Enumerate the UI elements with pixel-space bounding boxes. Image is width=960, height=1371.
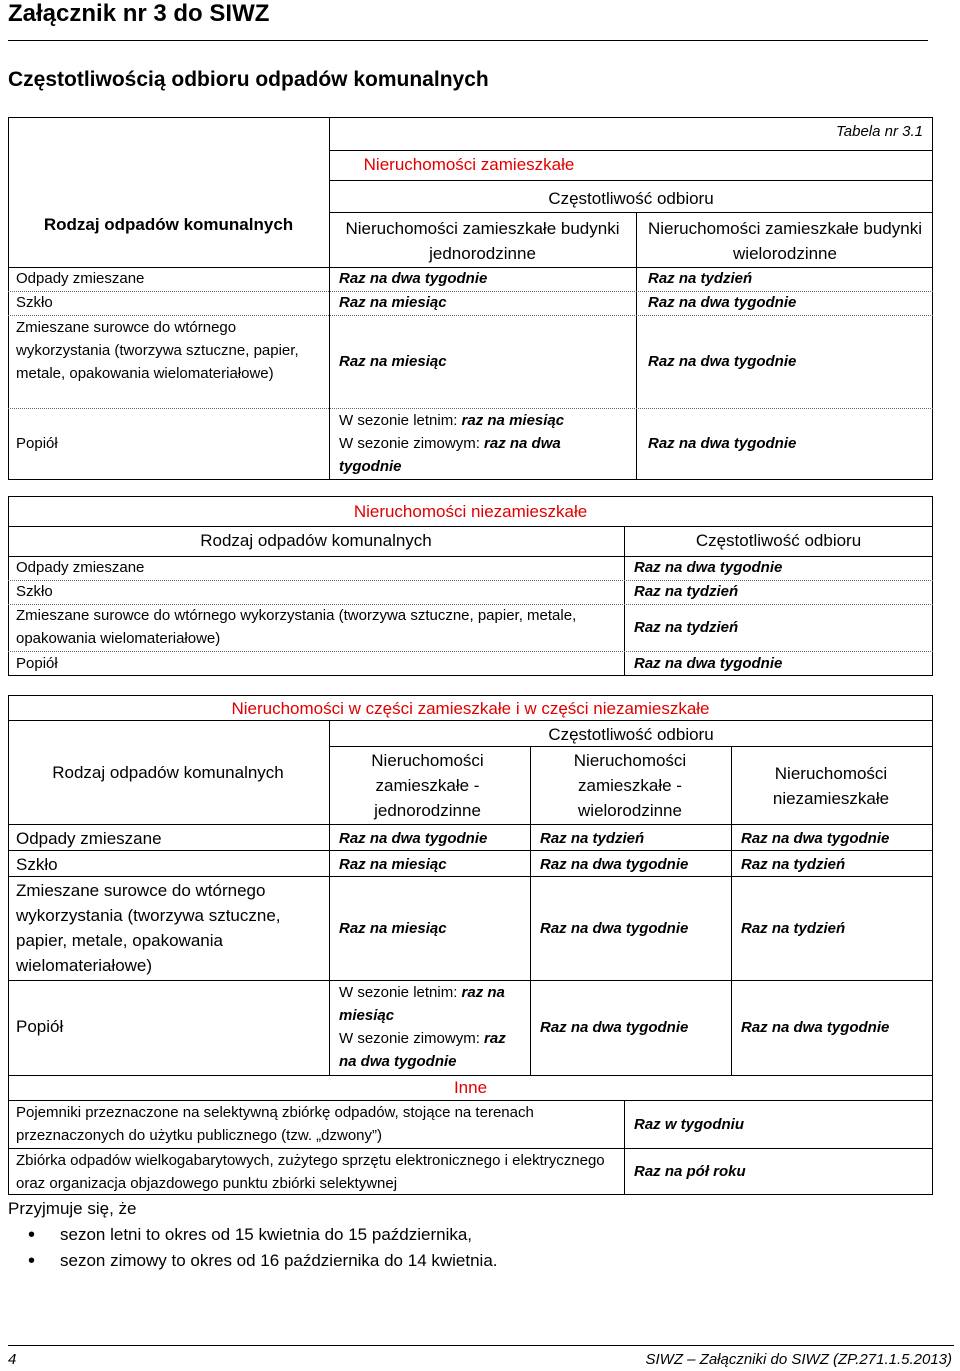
table2-col-waste: Rodzaj odpadów komunalnych — [200, 531, 432, 550]
winter-prefix: W sezonie zimowym: — [339, 1030, 485, 1047]
table3-row-multi: Raz na dwa tygodnie — [540, 1019, 689, 1036]
table1-row-single: Raz na dwa tygodnie — [339, 270, 488, 287]
table3-col-multi: Nieruchomości zamieszkałe - wielorodzinne — [573, 751, 687, 820]
summer-value: raz na miesiąc — [461, 412, 565, 429]
notes-list — [8, 1222, 908, 1274]
table2-rule — [8, 526, 933, 527]
notes-bullet: • sezon zimowy to okres od 16 października do 14 kwietnia. — [8, 1248, 908, 1274]
table4-heading: Inne — [453, 1078, 488, 1097]
table3-vline — [731, 746, 732, 1075]
table1-row-multi: Raz na dwa tygodnie — [648, 435, 797, 452]
table3-row-nonres: Raz na tydzień — [741, 920, 846, 937]
table3-row-nonres: Raz na dwa tygodnie — [741, 1019, 890, 1036]
attachment-title: Załącznik nr 3 do SIWZ — [8, 0, 270, 27]
table2-row-freq: Raz na dwa tygodnie — [634, 559, 783, 576]
table1-row-single: Raz na miesiąc — [339, 353, 447, 370]
table1-row-multi: Raz na tydzień — [648, 270, 753, 287]
table3-row-waste: Odpady zmieszane — [16, 829, 162, 848]
table1-rule — [329, 212, 933, 213]
table3-rule — [329, 746, 933, 747]
table3-rule — [8, 876, 933, 877]
table3-rule — [8, 824, 933, 825]
table1-row-waste: Odpady zmieszane — [16, 270, 145, 287]
table1-row-waste: Popiół — [16, 435, 58, 452]
table2-row-waste: Odpady zmieszane — [16, 559, 145, 576]
table1-row-waste: Zmieszane surowce do wtórnego wykorzystania (tworzywa sztuczne, papier, metale, opakowania wielomateriałowe) — [16, 319, 299, 382]
table1-row-multi: Raz na dwa tygodnie — [648, 294, 797, 311]
table3-row-nonres: Raz na tydzień — [741, 856, 846, 873]
table2-row-waste: Popiół — [16, 655, 58, 672]
table1-row-waste: Szkło — [16, 294, 53, 311]
table1-rule — [329, 150, 933, 151]
table3-vline — [530, 746, 531, 1075]
table1-vline — [636, 212, 637, 480]
table3-row-multi: Raz na dwa tygodnie — [540, 856, 689, 873]
winter-value: raz na dwa tygodnie — [339, 1030, 506, 1070]
table2-row-waste: Zmieszane surowce do wtórnego wykorzystania (tworzywa sztuczne, papier, metale, opakowania wielomateriałowe) — [16, 607, 577, 647]
table3-row-waste: Szkło — [16, 855, 58, 874]
table3-row-single-popiol — [339, 981, 519, 1073]
table1-vline — [329, 117, 330, 480]
table1-label: Tabela nr 3.1 — [835, 123, 923, 140]
summer-value: raz na miesiąc — [339, 984, 505, 1024]
table1-rule — [329, 180, 933, 181]
table3-row-multi: Raz na dwa tygodnie — [540, 920, 689, 937]
table2-row-waste: Szkło — [16, 583, 53, 600]
table3-col-frequency: Częstotliwość odbioru — [548, 725, 714, 744]
table3-row-single: Raz na miesiąc — [339, 920, 447, 937]
table2-row-freq: Raz na dwa tygodnie — [634, 655, 783, 672]
table2-row-divider — [8, 651, 933, 652]
winter-value: raz na dwa tygodnie — [339, 435, 561, 475]
table3-rule — [8, 720, 933, 721]
footer-rule — [8, 1345, 954, 1346]
table2-heading: Nieruchomości niezamieszkałe — [353, 502, 588, 521]
table3-row-waste: Popiół — [16, 1017, 64, 1036]
table1-col-frequency: Częstotliwość odbioru — [548, 189, 714, 208]
table2-row-freq: Raz na tydzień — [634, 619, 739, 636]
table4-row-waste: Pojemniki przeznaczone na selektywną zbiórkę odpadów, stojące na terenach przeznaczonych do użytku publicznego (tzw. „dzwony”) — [16, 1104, 534, 1144]
winter-prefix: W sezonie zimowym: — [339, 435, 485, 452]
footer-page-number: 4 — [8, 1351, 17, 1368]
table1-row-multi: Raz na dwa tygodnie — [648, 353, 797, 370]
table3-row-single: Raz na dwa tygodnie — [339, 830, 488, 847]
table3-vline — [329, 720, 330, 1075]
table2-row-divider — [8, 580, 933, 581]
table2-col-frequency: Częstotliwość odbioru — [695, 531, 862, 550]
table2-vline — [624, 526, 625, 676]
notes-bullet: • sezon letni to okres od 15 kwietnia do 15 października, — [8, 1222, 908, 1248]
table3-col-single: Nieruchomości zamieszkałe - jednorodzinne — [371, 751, 484, 820]
table3-heading: Nieruchomości w części zamieszkałe i w części niezamieszkałe — [231, 699, 710, 718]
table3-row-nonres: Raz na dwa tygodnie — [741, 830, 890, 847]
table3-row-multi: Raz na tydzień — [540, 830, 645, 847]
table1-col-waste: Rodzaj odpadów komunalnych — [43, 215, 294, 234]
table3-row-single: Raz na miesiąc — [339, 856, 447, 873]
summer-prefix: W sezonie letnim: — [339, 412, 462, 429]
table1-heading: Nieruchomości zamieszkałe — [363, 155, 575, 174]
table3-col-waste: Rodzaj odpadów komunalnych — [52, 763, 284, 782]
header-rule — [8, 40, 928, 41]
table1-row-single: Raz na miesiąc — [339, 294, 447, 311]
section-title: Częstotliwością odbioru odpadów komunalnych — [8, 68, 489, 91]
table1-row-single-popiol — [339, 409, 624, 478]
table2-rule — [8, 556, 933, 557]
table1-col-single: Nieruchomości zamieszkałe budynki jednorodzinne — [345, 219, 620, 263]
table1-col-multi: Nieruchomości zamieszkałe budynki wielorodzinne — [647, 219, 922, 263]
summer-prefix: W sezonie letnim: — [339, 984, 462, 1001]
table4-row-waste: Zbiórka odpadów wielkogabarytowych, zużytego sprzętu elektronicznego i elektrycznego oraz organizacja objazdowego punktu zbiórki selektywnej — [16, 1152, 605, 1192]
notes-intro: Przyjmuje się, że — [8, 1199, 137, 1218]
table4-row-freq: Raz w tygodniu — [634, 1116, 744, 1133]
table3-row-waste: Zmieszane surowce do wtórnego wykorzystania (tworzywa sztuczne, papier, metale, opakowania wielomateriałowe) — [16, 881, 281, 975]
table3-rule — [8, 850, 933, 851]
footer-doc-ref: SIWZ – Załączniki do SIWZ (ZP.271.1.5.2013) — [645, 1351, 952, 1368]
table2-row-freq: Raz na tydzień — [634, 583, 739, 600]
table4-row-freq: Raz na pół roku — [634, 1163, 746, 1180]
table3-col-nonres: Nieruchomości niezamieszkałe — [772, 764, 890, 808]
